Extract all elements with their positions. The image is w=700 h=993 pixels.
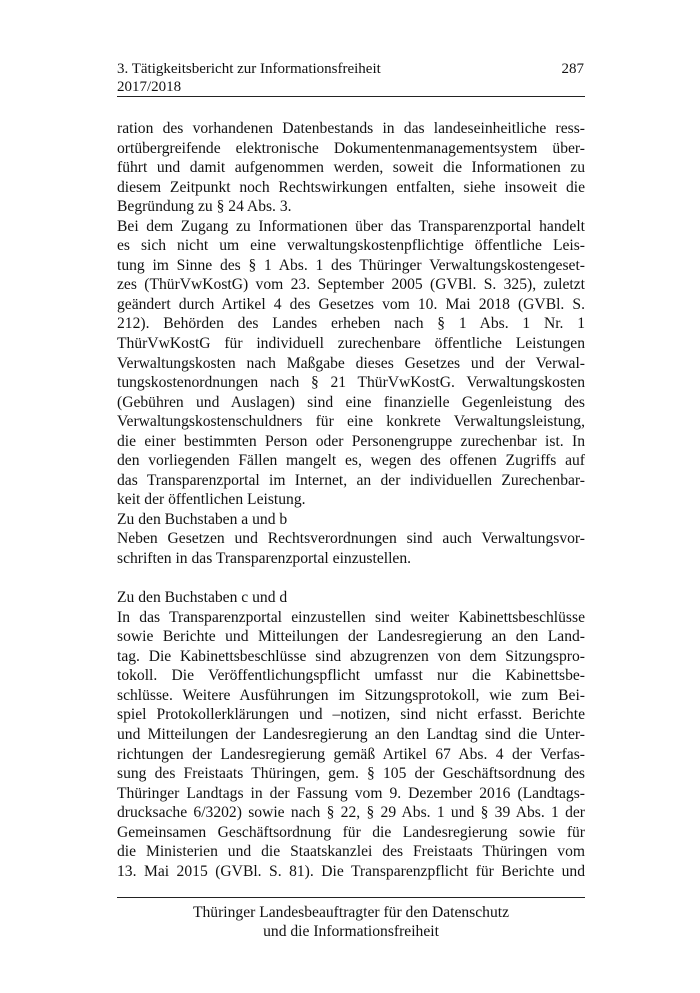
text-line: Gemeinsamen Geschäftsordnung für die Landesregierung sowie für [117,823,585,841]
text-line: tungskostenordnungen nach § 21 ThürVwKostG. Verwaltungskosten [117,374,585,392]
text-line: die Ministerien und die Staatskanzlei des Freistaats Thüringen vom [117,843,585,861]
text-line: schlüsse. Weitere Ausführungen im Sitzungsprotokoll, wie zum Bei- [117,686,585,704]
text-line: die einer bestimmten Person oder Personengruppe zurechenbar ist. In [117,432,585,450]
text-line: 13. Mai 2015 (GVBl. S. 81). Die Transparenzpflicht für Berichte und [117,862,585,880]
text-line: Verwaltungskostenschuldners für eine konkrete Verwaltungsleistung, [117,413,585,431]
text-line: geändert durch Artikel 4 des Gesetzes vom 10. Mai 2018 (GVBl. S. [117,295,585,313]
body-text [117,119,585,881]
text-line: richtungen der Landesregierung gemäß Artikel 67 Abs. 4 der Verfas- [117,745,585,763]
footer-line-2: und die Informationsfreiheit [263,923,439,940]
running-title: 3. Tätigkeitsbericht zur Informationsfreiheit [117,61,381,77]
page-header [117,60,584,96]
header-rule [117,96,585,97]
blank-line [117,569,585,589]
text-line: ration des vorhandenen Datenbestands in das landeseinheitliche ress- [117,120,585,137]
text-line: es sich nicht um eine verwaltungskostenpflichtige öffentliche Leis- [117,237,585,255]
text-line: tung im Sinne des § 1 Abs. 1 des Thüringer Verwaltungskostengeset- [117,256,585,274]
text-line: ortübergreifende elektronische Dokumentenmanagementsystem über- [117,139,585,157]
text-line: sung des Freistaats Thüringen, gem. § 105 der Geschäftsordnung des [117,765,585,783]
page-number: 287 [561,61,584,77]
text-line: sowie Berichte und Mitteilungen der Landesregierung an den Land- [117,628,585,646]
text-line: tokoll. Die Veröffentlichungspflicht umfasst nur die Kabinettsbe- [117,667,585,685]
text-line: zes (ThürVwKostG) vom 23. September 2005 (GVBl. S. 325), zuletzt [117,276,585,294]
text-line: das Transparenzportal im Internet, an der individuellen Zurechenbar- [117,471,585,489]
text-line: schriften in das Transparenzportal einzustellen. [117,550,412,568]
text-line: Zu den Buchstaben c und d [117,589,288,607]
text-line: In das Transparenzportal einzustellen sind weiter Kabinettsbeschlüsse [117,608,585,626]
text-line: drucksache 6/3202) sowie nach § 22, § 29 Abs. 1 und § 39 Abs. 1 der [117,804,585,822]
text-line: führt und damit aufgenommen werden, soweit die Informationen zu [117,159,585,177]
text-line: (Gebühren und Auslagen) sind eine finanzielle Gegenleistung des [117,393,585,411]
header-row [117,60,584,78]
text-line: Thüringer Landtags in der Fassung vom 9. Dezember 2016 (Landtags- [117,784,585,802]
text-line: spiel Protokollerklärungen und –notizen, sind nicht erfasst. Berichte [117,706,585,724]
footer-line-1: Thüringer Landesbeauftragter für den Datenschutz [192,904,510,921]
footer-rule [117,897,585,898]
text-line: Neben Gesetzen und Rechtsverordnungen sind auch Verwaltungsvor- [117,530,585,548]
text-line: und Mitteilungen der Landesregierung an den Landtag sind die Unter- [117,725,585,743]
text-line: Verwaltungskosten nach Maßgabe dieses Gesetzes und der Verwal- [117,354,585,372]
running-title-year: 2017/2018 [117,79,182,95]
text-line: Begründung zu § 24 Abs. 3. [117,198,292,216]
text-line: tag. Die Kabinettsbeschlüsse sind abzugrenzen von dem Sitzungspro- [117,647,585,665]
text-line: 212). Behörden des Landes erheben nach § 1 Abs. 1 Nr. 1 [117,315,585,333]
page-footer [117,903,585,941]
text-line: keit der öffentlichen Leistung. [117,491,306,509]
text-line: ThürVwKostG für individuell zurechenbare öffentliche Leistungen [117,335,585,353]
text-line: Bei dem Zugang zu Informationen über das Transparenzportal handelt [117,217,585,235]
text-line: Zu den Buchstaben a und b [117,510,288,528]
text-line: den vorliegenden Fällen mangelt es, wegen des offenen Zugriffs auf [117,452,585,470]
text-line: diesem Zeitpunkt noch Rechtswirkungen entfalten, siehe insoweit die [117,178,585,196]
